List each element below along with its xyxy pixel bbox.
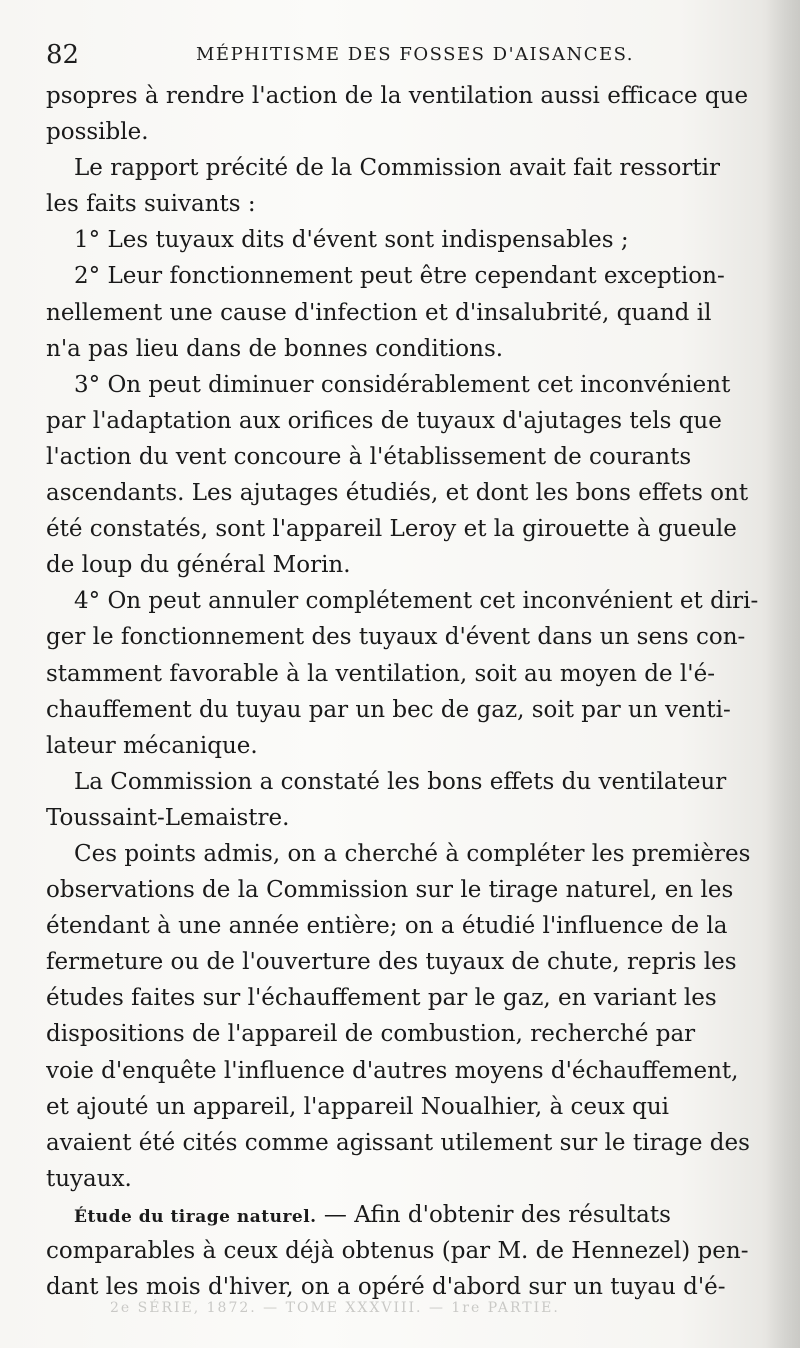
text-line: tuyaux. [46, 1165, 132, 1192]
text-line: stamment favorable à la ventilation, soit au moyen de l'é- [46, 660, 715, 687]
text-line: les faits suivants : [46, 191, 256, 218]
text-line: études faites sur l'échauffement par le gaz, en variant les [46, 985, 717, 1012]
text-line: 2° Leur fonctionnement peut être cependant exception- [74, 263, 725, 290]
text-line: avaient été cités comme agissant utilement sur le tirage des [46, 1129, 750, 1156]
text-line: psopres à rendre l'action de la ventilation aussi efficace que [46, 83, 749, 109]
page-number: 82 [46, 40, 80, 70]
section-first-line-text: — Afin d'obtenir des résultats [316, 1201, 671, 1228]
page-body [46, 78, 760, 1305]
text-line: ger le fonctionnement des tuyaux d'évent dans un sens con- [46, 624, 746, 651]
text-line: fermeture ou de l'ouverture des tuyaux de chute, repris les [46, 949, 737, 976]
text-line: et ajouté un appareil, l'appareil Noualhier, à ceux qui [46, 1093, 669, 1120]
text-line: dant les mois d'hiver, on a opéré d'abord sur un tuyau d'é- [46, 1274, 726, 1301]
text-line: étendant à une année entière; on a étudié l'influence de la [46, 913, 728, 940]
running-title: MÉPHITISME DES FOSSES D'AISANCES. [196, 44, 635, 65]
text-line: chauffement du tuyau par un bec de gaz, soit par un venti- [46, 696, 731, 723]
text-line: Toussaint-Lemaistre. [46, 804, 290, 831]
page-edge-shadow [766, 0, 800, 1348]
text-line: l'action du vent concoure à l'établissement de courants [46, 443, 692, 470]
page-header [46, 40, 766, 74]
section-first-line [46, 1197, 760, 1233]
text-line: par l'adaptation aux orifices de tuyaux d'ajutages tels que [46, 407, 722, 434]
text-line: voie d'enquête l'influence d'autres moyens d'échauffement, [46, 1057, 739, 1084]
text-line: n'a pas lieu dans de bonnes conditions. [46, 335, 504, 362]
page-footer: 2e SÉRIE, 1872. — TOME XXXVIII. — 1re PARTIE. [110, 1300, 560, 1316]
text-line: Ces points admis, on a cherché à compléter les premières [74, 840, 751, 867]
text-line: lateur mécanique. [46, 732, 258, 759]
section-title: Étude du tirage naturel. [74, 1206, 317, 1227]
text-line: possible. [46, 119, 149, 146]
text-line: 4° On peut annuler complétement cet inconvénient et diri- [74, 588, 759, 615]
text-line: comparables à ceux déjà obtenus (par M. de Hennezel) pen- [46, 1238, 749, 1264]
text-line: de loup du général Morin. [46, 552, 351, 579]
text-line: dispositions de l'appareil de combustion, recherché par [46, 1021, 696, 1048]
text-line: nellement une cause d'infection et d'insalubrité, quand il [46, 299, 712, 326]
text-line: Le rapport précité de la Commission avait fait ressortir [74, 155, 720, 182]
text-line: La Commission a constaté les bons effets du ventilateur [74, 768, 727, 795]
text-line: été constatés, sont l'appareil Leroy et la girouette à gueule [46, 516, 737, 543]
text-line: 3° On peut diminuer considérablement cet inconvénient [74, 371, 731, 398]
text-line: ascendants. Les ajutages étudiés, et dont les bons effets ont [46, 480, 749, 507]
text-line: observations de la Commission sur le tirage naturel, en les [46, 877, 734, 904]
text-line: 1° Les tuyaux dits d'évent sont indispensables ; [74, 227, 629, 254]
